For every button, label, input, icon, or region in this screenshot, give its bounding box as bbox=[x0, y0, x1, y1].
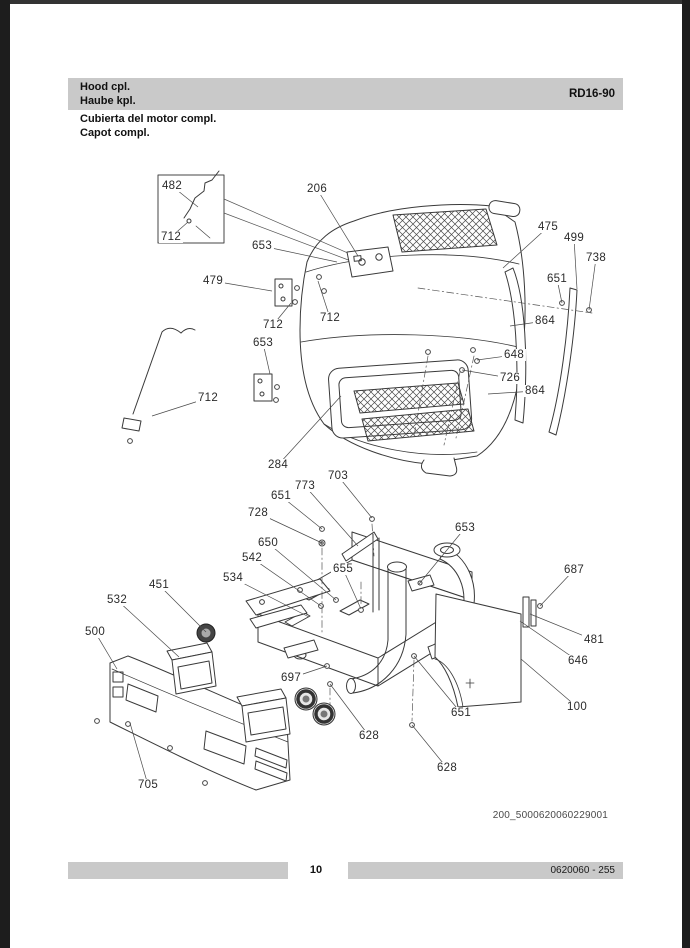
part-number-label: 653 bbox=[454, 522, 476, 534]
part-number-label: 482 bbox=[161, 180, 183, 192]
part-number-label: 475 bbox=[537, 221, 559, 233]
part-number-label: 728 bbox=[247, 507, 269, 519]
footer-bar-right bbox=[348, 862, 623, 879]
leader-line bbox=[589, 258, 596, 310]
leader-line bbox=[419, 528, 465, 584]
part-number-label: 773 bbox=[294, 480, 316, 492]
part-number-label: 651 bbox=[450, 707, 472, 719]
part-number-label: 726 bbox=[499, 372, 521, 384]
part-number-label: 284 bbox=[267, 459, 289, 471]
part-number-label: 703 bbox=[327, 470, 349, 482]
part-number-label: 542 bbox=[241, 552, 263, 564]
part-number-label: 651 bbox=[270, 490, 292, 502]
part-number-label: 481 bbox=[583, 634, 605, 646]
part-number-label: 712 bbox=[319, 312, 341, 324]
part-number-label: 712 bbox=[160, 231, 182, 243]
part-number-label: 864 bbox=[534, 315, 556, 327]
leader-line bbox=[268, 543, 336, 600]
title-es: Cubierta del motor compl. bbox=[80, 113, 217, 125]
document-ref: 0620060 - 255 bbox=[550, 865, 615, 876]
part-number-label: 653 bbox=[252, 337, 274, 349]
page-number: 10 bbox=[309, 864, 323, 876]
part-number-label: 655 bbox=[332, 563, 354, 575]
part-number-label: 712 bbox=[262, 319, 284, 331]
leader-line bbox=[252, 558, 321, 606]
part-number-label: 648 bbox=[503, 349, 525, 361]
title-en: Hood cpl. bbox=[80, 81, 131, 93]
leader-line bbox=[503, 227, 548, 268]
part-number-label: 653 bbox=[251, 240, 273, 252]
part-number-label: 864 bbox=[524, 385, 546, 397]
part-number-label: 479 bbox=[202, 275, 224, 287]
part-number-label: 646 bbox=[567, 655, 589, 667]
leader-line bbox=[117, 600, 179, 657]
leader-line bbox=[159, 585, 206, 632]
leader-line bbox=[343, 569, 361, 609]
part-number-label: 651 bbox=[546, 273, 568, 285]
leader-line bbox=[330, 684, 369, 736]
part-number-label: 712 bbox=[197, 392, 219, 404]
figure-code: 200_5000620060229001 bbox=[492, 810, 608, 821]
part-number-label: 705 bbox=[137, 779, 159, 791]
leader-line bbox=[305, 486, 358, 546]
title-de: Haube kpl. bbox=[80, 95, 136, 107]
part-number-label: 534 bbox=[222, 572, 244, 584]
leader-line bbox=[317, 189, 358, 256]
part-number-label: 697 bbox=[280, 672, 302, 684]
part-number-label: 206 bbox=[306, 183, 328, 195]
model-code: RD16-90 bbox=[568, 88, 615, 100]
part-number-label: 650 bbox=[257, 537, 279, 549]
part-number-label: 500 bbox=[84, 626, 106, 638]
footer-bar-left bbox=[68, 862, 288, 879]
part-number-label: 687 bbox=[563, 564, 585, 576]
leader-line bbox=[414, 656, 461, 713]
part-number-label: 628 bbox=[436, 762, 458, 774]
part-number-label: 100 bbox=[566, 701, 588, 713]
title-fr: Capot compl. bbox=[80, 127, 150, 139]
leader-line bbox=[278, 396, 341, 465]
part-number-label: 628 bbox=[358, 730, 380, 742]
leader-line bbox=[574, 238, 577, 289]
part-number-label: 499 bbox=[563, 232, 585, 244]
part-number-label: 451 bbox=[148, 579, 170, 591]
part-number-label: 532 bbox=[106, 594, 128, 606]
part-number-label: 738 bbox=[585, 252, 607, 264]
leader-line bbox=[338, 476, 372, 518]
leader-line bbox=[130, 723, 148, 785]
